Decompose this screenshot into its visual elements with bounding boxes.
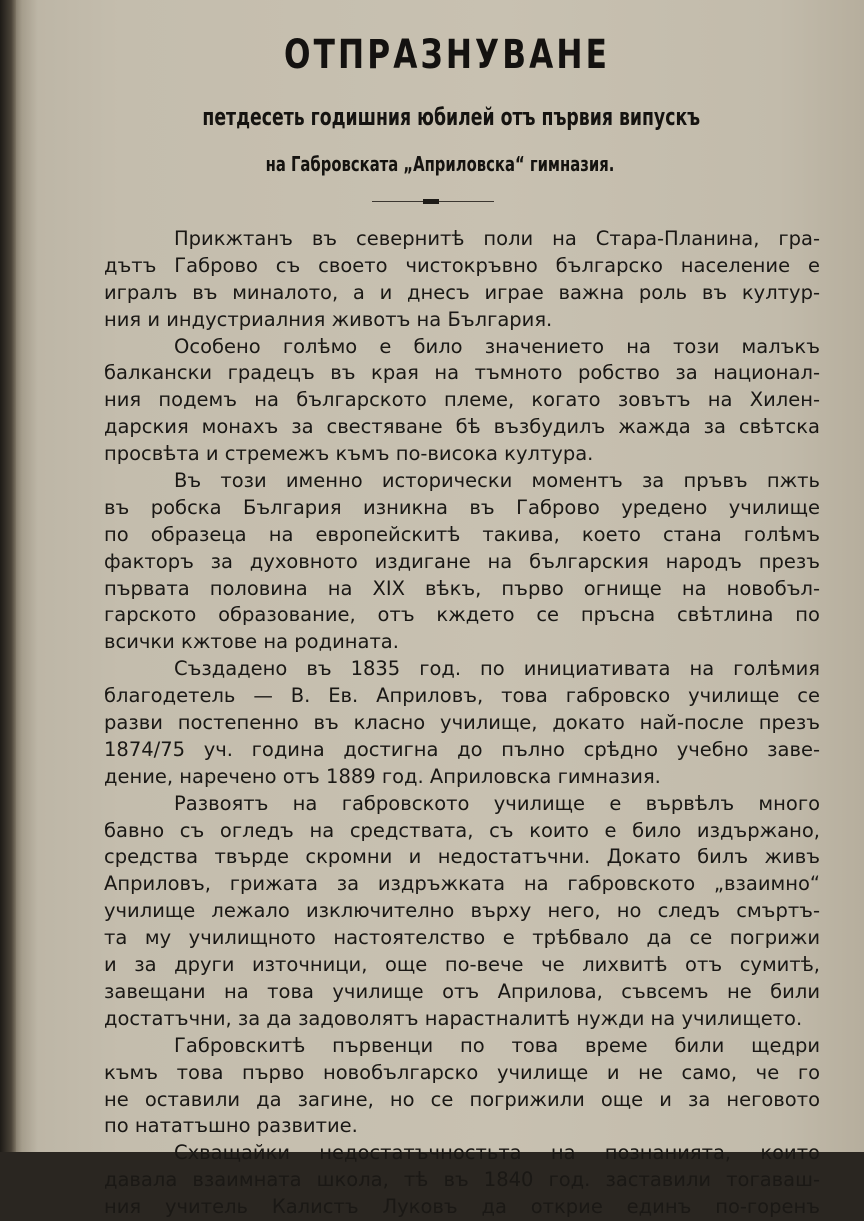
body-line: Схващайки недостатъчностьта на познанията, които — [174, 1141, 820, 1165]
body-line: въ робска България изникна въ Габрово уредено училище — [104, 495, 820, 519]
body-line: средства твърде скромни и недостатъчни. Докато билъ живъ — [104, 845, 820, 869]
body-line: гарското образование, отъ кждето се пръсна свѣтлина по — [104, 603, 820, 627]
body-line: разви постепенно въ класно училище, докато най-после презъ — [104, 711, 820, 735]
body-line: Прикжтанъ въ севернитѣ поли на Стара-Планина, гра- — [174, 227, 820, 250]
body-line: по образеца на европейскитѣ такива, което стана голѣмъ — [104, 522, 820, 546]
body-line: ния учитель Калистъ Луковъ да открие единъ по-горенъ — [104, 1195, 820, 1219]
body-line: по нататъшно развитие. — [104, 1114, 358, 1138]
page-subtitle: петдесеть годишния юбилей отъ първия випускъ — [202, 103, 701, 131]
body-line: първата половина на XIX вѣкъ, първо огнище на новобъл- — [104, 576, 820, 600]
body-line: ния и индустриалния животъ на България. — [104, 307, 553, 331]
body-line: къмъ това първо новобългарско училище и не само, че го — [104, 1060, 820, 1084]
body-line: всички кжтове на родината. — [104, 630, 399, 654]
body-line: благодетель — В. Ев. Априловъ, това габровско училище се — [104, 684, 820, 708]
body-line: завещани на това училище отъ Априлова, съвсемъ не били — [104, 979, 820, 1003]
body-text — [104, 226, 820, 1221]
body-line: балкански градецъ въ края на тъмното робство за национал- — [104, 361, 820, 385]
body-line: ния подемъ на българското племе, когато зовътъ на Хилен- — [104, 388, 820, 412]
body-line: достатъчни, за да задоволятъ нарастналитѣ нужди на училището. — [104, 1006, 803, 1030]
body-line: давала взаимната школа, тѣ въ 1840 год. заставили тогаваш- — [104, 1168, 820, 1192]
body-line: и за други източници, още по-вече че лихвитѣ отъ сумитѣ, — [104, 953, 820, 977]
body-line: Развоятъ на габровското училище е вървѣлъ много — [174, 791, 820, 815]
title-divider-mark — [423, 199, 439, 204]
body-line: Въ този именно исторически моментъ за пръвъ пжть — [174, 469, 820, 493]
page-title: ОТПРАЗНУВАНЕ — [284, 32, 611, 78]
body-line: Априловъ, грижата за издръжката на габровското „взаимно“ — [104, 872, 820, 896]
body-line: бавно съ огледъ на срeдствата, съ които е било издържано, — [104, 818, 820, 842]
body-line: дарския монахъ за свестяване бѣ възбудилъ жажда за свѣтска — [104, 415, 820, 439]
body-line: не оставили да загине, но се погрижили още и за неговото — [104, 1087, 820, 1111]
book-spine — [0, 0, 16, 1152]
body-line: дение, наречено отъ 1889 год. Априловска гимназия. — [104, 764, 661, 788]
body-line: Особено голѣмо е било значението на този малъкъ — [174, 334, 820, 358]
body-line: дътъ Габрово съ своето чистокръвно българско население е — [104, 253, 820, 277]
body-line: та му училищното настоятелство е трѣбвало да се погрижи — [104, 926, 820, 950]
body-line: Габровскитѣ първенци по това време били щедри — [174, 1033, 820, 1057]
body-line: 1874/75 уч. година достигна до пълно срѣдно учебно заве- — [104, 737, 820, 761]
body-line: просвѣта и стремежъ къмъ по-висока култура. — [104, 442, 594, 466]
body-line: Създадено въ 1835 год. по инициативата на голѣмия — [174, 657, 820, 681]
body-line: училище лежало изключително върху него, но следъ смъртъ- — [104, 899, 820, 923]
body-line: факторъ за духовното издигане на българския народъ презъ — [104, 549, 820, 573]
page-subtitle-2: на Габровската „Априловска“ гимназия. — [265, 152, 615, 176]
body-line: игралъ въ миналото, а и днесъ играе важна роль въ култур- — [104, 280, 820, 304]
